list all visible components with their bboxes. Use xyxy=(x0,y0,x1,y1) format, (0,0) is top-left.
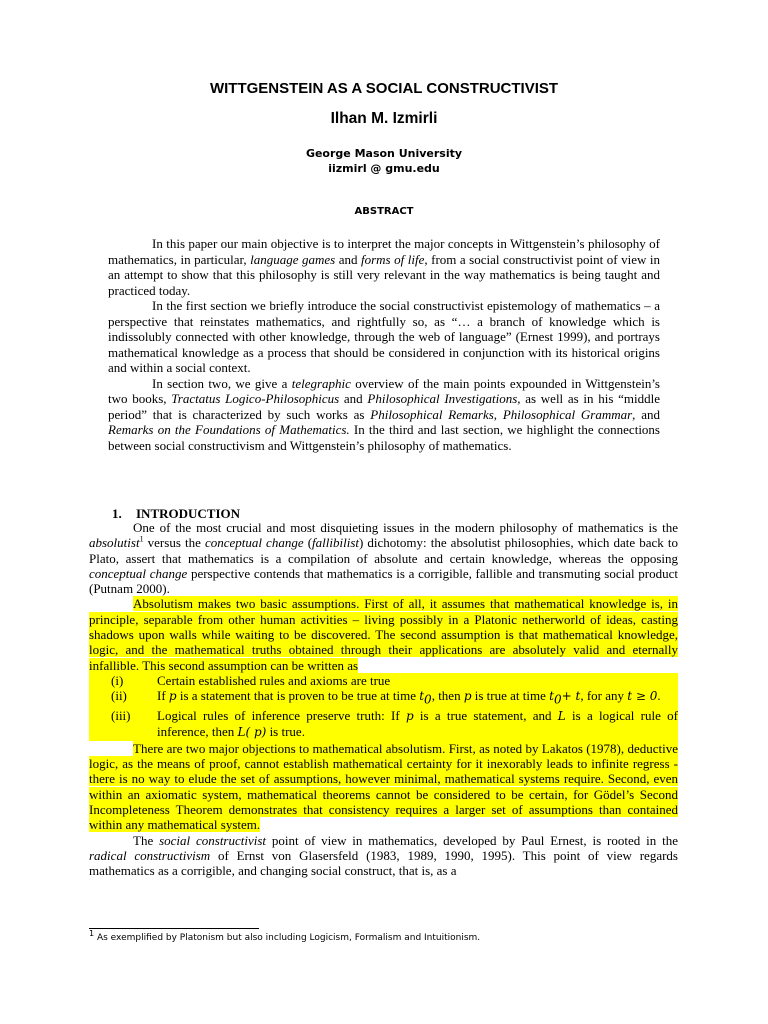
emphasis: forms of life xyxy=(361,251,425,267)
body-paragraph xyxy=(89,520,678,596)
highlighted-paragraph xyxy=(89,741,678,833)
math-subscript: 0 xyxy=(424,692,432,707)
math-symbol: t ≥ 0 xyxy=(627,689,658,704)
text-run: is true at time xyxy=(471,688,550,704)
abstract-paragraph xyxy=(108,376,660,454)
text-run: is a statement that is proven to be true at time xyxy=(176,688,420,704)
text-run: point of view in mathematics, developed by Paul Ernest, is rooted in the xyxy=(266,832,678,848)
emphasis: Philosophical Investigations, xyxy=(367,391,521,406)
text-run: , from a social constructivist point of view in an attempt to show that this philosophy is still very relevant in the way mathematics is being taught and practiced today. xyxy=(108,251,660,298)
text-run: overview of the main points expounded in Wittgenstein’s two books, xyxy=(108,375,660,406)
emphasis: radical constructivism xyxy=(89,847,211,863)
text-run: . xyxy=(657,688,661,704)
assumption-item xyxy=(89,688,678,708)
footnote-separator xyxy=(89,928,259,929)
text-run: is a logical rule of inference, then xyxy=(157,708,678,740)
text-run: If xyxy=(157,688,169,704)
section-number: 1. xyxy=(112,506,122,521)
emphasis: fallibilist xyxy=(312,535,359,551)
math-symbol: + t xyxy=(561,689,581,704)
text-run: perspective contends that mathematics is a corrigible, fallible and transmuting social product (Putnam 2000). xyxy=(89,565,679,597)
affiliation: George Mason University xyxy=(305,147,463,160)
item-label: (i) xyxy=(111,672,124,688)
footnote xyxy=(89,929,689,944)
text-run: In the third and last section, we highlight the connections between social constructivism and Wittgenstein’s philosophy of mathematics. xyxy=(108,422,660,453)
assumption-item xyxy=(89,673,678,688)
text-run: versus the xyxy=(143,535,205,551)
abstract-paragraph xyxy=(108,236,660,298)
text-run: ) dichotomy: the absolutist philosophies, which date back to Plato, assert that mathematics is a compilation of absolute and certain knowledge, whereas the opposing xyxy=(89,535,678,566)
math-symbol: p xyxy=(168,689,177,704)
emphasis: Tractatus Logico-Philosophicus xyxy=(171,391,340,406)
footnote-number: 1 xyxy=(89,929,95,938)
math-symbol: p xyxy=(405,709,414,724)
item-text: Certain established rules and axioms are true xyxy=(157,672,391,688)
assumption-item xyxy=(89,708,678,741)
text-run: The xyxy=(133,832,160,848)
text-run: and xyxy=(339,391,368,406)
highlighted-paragraph xyxy=(89,596,678,672)
footnote-text: As exemplified by Platonism but also including Logicism, Formalism and Intuitionism. xyxy=(94,933,481,943)
text-run: In this paper our main objective is to interpret the major concepts in Wittgenstein’s philosophy of mathematics, in particular, xyxy=(108,236,660,267)
math-symbol: L( p) xyxy=(237,725,267,740)
footnote-marker: 1 xyxy=(139,534,144,544)
abstract-heading: ABSTRACT xyxy=(354,206,414,217)
text-run: One of the most crucial and most disquieting issues in the modern philosophy of mathematics is the xyxy=(133,520,678,535)
emphasis: Philosophical Grammar xyxy=(502,406,633,422)
author-email: iizmirl @ gmu.edu xyxy=(328,162,440,175)
emphasis: conceptual change xyxy=(89,565,188,581)
text-run: and xyxy=(335,251,361,267)
math-subscript: 0 xyxy=(553,692,562,707)
emphasis: telegraphic xyxy=(291,375,351,391)
body-paragraph xyxy=(89,833,678,879)
text-run: is a true statement, and xyxy=(413,708,558,724)
text-run: Logical rules of inference preserve truth: If xyxy=(157,708,406,724)
section-title: INTRODUCTION xyxy=(136,506,241,521)
text-run: In section two, we give a xyxy=(152,375,292,391)
math-symbol: t xyxy=(419,689,425,704)
paper-title: WITTGENSTEIN AS A SOCIAL CONSTRUCTIVIST xyxy=(209,80,559,97)
math-symbol: t xyxy=(549,689,554,704)
author-name: Ilhan M. Izmirli xyxy=(330,110,438,127)
math-symbol: p xyxy=(463,689,472,704)
emphasis: Remarks on the Foundations of Mathematics. xyxy=(108,422,350,437)
emphasis: social constructivist xyxy=(159,832,267,848)
text-run: , and xyxy=(632,406,660,422)
emphasis: absolutist xyxy=(89,535,140,551)
item-label: (iii) xyxy=(111,708,131,724)
author-affiliation-block xyxy=(0,146,768,176)
text-run: , for any xyxy=(580,688,628,704)
highlighted-text: There are two major objections to mathematical absolutism. First, as noted by Lakatos (1978), deductive logic, as the means of proof, cannot establish mathematical certainty for it inexorably leads to infinite regress - there is no way to elude the set of assumptions, however minimal, mathematical systems require. Second, even within an axiomatic system, mathematical theorems cannot be considered to be certain, for Gödel’s Second Incompleteness Theorem demonstrates that consistency requires a larger set of assumptions than contained within any mathematical system. xyxy=(89,740,678,833)
introduction-body xyxy=(89,520,678,878)
text-run: , xyxy=(493,406,503,422)
abstract-body xyxy=(108,236,660,453)
emphasis: language games xyxy=(250,251,336,267)
item-label: (ii) xyxy=(111,688,127,704)
text-run: of Ernst von Glasersfeld (1983, 1989, 1990, 1995). This point of view regards mathematics as a corrigible, and changing social construct, that is, as a xyxy=(89,847,678,879)
abstract-paragraph: In the first section we briefly introduce the social constructivist epistemology of mathematics – a perspective that reinstates mathematics, and rightfully so, as “… a branch of knowledge which is indissolubly connected with other knowledge, through the web of language” (Ernest 1999), and portrays mathematical knowledge as a process that should be considered in conjunction with its historical origins and within a social context. xyxy=(108,298,660,375)
text-run: is true. xyxy=(266,724,305,740)
math-symbol: L xyxy=(557,709,566,724)
emphasis: Philosophical Remarks xyxy=(370,406,494,422)
text-run: , then xyxy=(431,688,464,704)
text-run: ( xyxy=(303,535,313,551)
emphasis: conceptual change xyxy=(204,535,304,551)
highlighted-text: Absolutism makes two basic assumptions. First of all, it assumes that mathematical knowledge is, in principle, separable from other human activities – living possibly in a Platonic netherworld of ideas, casting shadows upon walls while waiting to be discovered. The second assumption is that mathematical knowledge, logic, and the mathematical truths obtained through their applications are absolutely valid and eternally infallible. This second assumption can be written as xyxy=(89,596,678,673)
text-run: as well as in his “middle period” that is characterized by such works as xyxy=(108,391,661,422)
